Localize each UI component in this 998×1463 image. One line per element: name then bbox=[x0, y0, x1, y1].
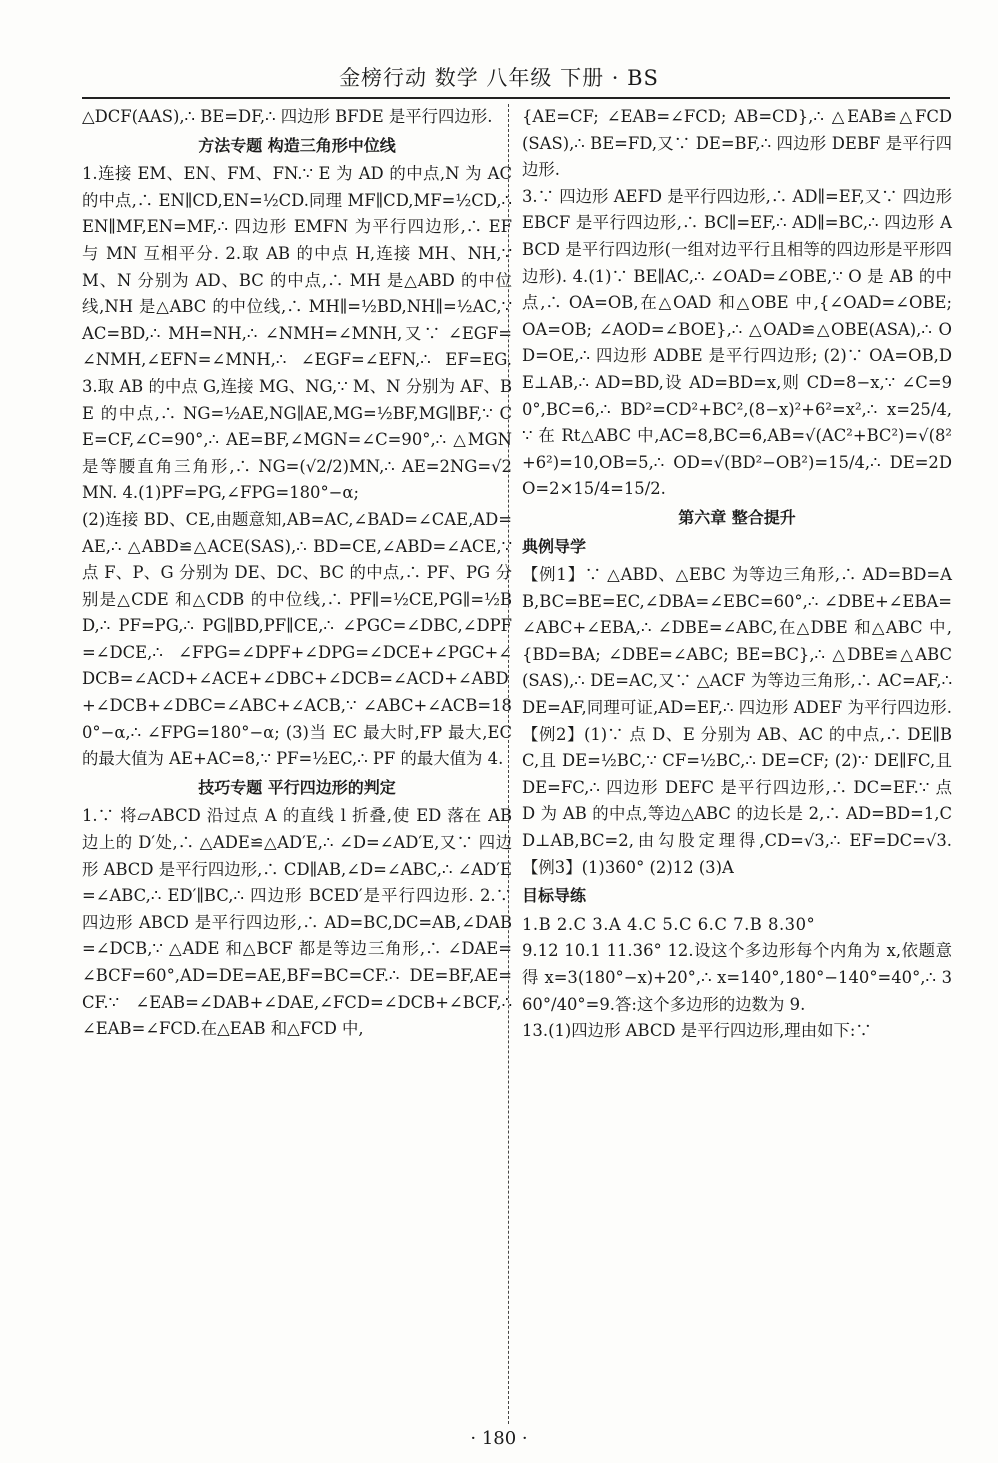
column-divider bbox=[508, 104, 509, 1424]
left-para-3: (2)连接 BD、CE,由题意知,AB=AC,∠BAD=∠CAE,AD=AE,∴ △ABD≌△ACE(SAS),∴ BD=CE,∠ABD=∠ACE,∵ 点 F、P、G 分别为 DE、DC、BC 的中点,∴ PF、PG 分别是△CDE 和△CDB 的中位线,∴ PF∥=½CE,PG∥=½BD,∴ PF=PG,∴ PG∥BD,PF∥CE,∴ ∠PGC=∠DBC,∠DPF=∠DCE,∴ ∠FPG=∠DPF+∠DPG=∠DCE+∠PGC+∠DCB=∠ACD+∠ACE+∠DBC+∠DCB=∠ACD+∠ABD+∠DCB+∠DBC=∠ABC+∠ACB,∵ ∠ABC+∠ACB=180°−α,∴ ∠FPG=180°−α; (3)当 EC 最大时,FP 最大,EC 的最大值为 AE+AC=8,∵ PF=½EC,∴ PF 的最大值为 4. bbox=[82, 509, 512, 769]
right-heading-exercises: 目标导练 bbox=[522, 886, 587, 906]
right-column bbox=[522, 104, 952, 1045]
page-number: · 180 · bbox=[470, 1428, 528, 1449]
right-para-3: 【例1】∵ △ABD、△EBC 为等边三角形,∴ AD=BD=AB,BC=BE=EC,∠DBA=∠EBC=60°,∴ ∠DBE+∠EBA=∠ABC+∠EBA,∴ ∠DBE=∠ABC,在△DBE 和△ABC 中,{BD=BA; ∠DBE=∠ABC; BE=BC},∴ △DBE≌△ABC(SAS),∴ DE=AC,又∵ △ACF 为等边三角形,∴ AC=AF,∴ DE=AF,同理可证,AD=EF,∴ 四边形 ADEF 为平行四边形. 【例2】(1)∵ 点 D、E 分别为 AB、AC 的中点,∴ DE∥BC,且 DE=½BC,∵ CF=½BC,∴ DE=CF; (2)∵ DE∥FC,且 DE=FC,∴ 四边形 DEFC 是平行四边形,∴ DC=EF.∵ 点 D 为 AB 的中点,等边△ABC 的边长是 2,∴ AD=BD=1,CD⊥AB,BC=2,由勾股定理得,CD=√3,∴ EF=DC=√3. 【例3】(1)360° (2)12 (3)A bbox=[522, 565, 952, 877]
right-para-1: {AE=CF; ∠EAB=∠FCD; AB=CD},∴ △EAB≌△FCD(SAS),∴ BE=FD,又∵ DE=BF,∴ 四边形 DEBF 是平行四边形. bbox=[522, 107, 952, 180]
right-heading-chapter: 第六章 整合提升 bbox=[678, 507, 796, 527]
left-para-4: 1.∵ 将▱ABCD 沿过点 A 的直线 l 折叠,使 ED 落在 AB 边上的 D′处,∴ △ADE≌△AD′E,∴ ∠D=∠AD′E,又∵ 四边形 ABCD 是平行四边形,∴ CD∥AB,∠D=∠ABC,∴ ∠AD′E=∠ABC,∴ ED′∥BC,∴ 四边形 BCED′是平行四边形. 2.∵ 四边形 ABCD 是平行四边形,∴ AD=BC,DC=AB,∠DAB=∠DCB,∵ △ADE 和△BCF 都是等边三角形,∴ ∠DAE=∠BCF=60°,AD=DE=AE,BF=BC=CF.∴ DE=BF,AE=CF.∵ ∠EAB=∠DAB+∠DAE,∠FCD=∠DCB+∠BCF,∴ ∠EAB=∠FCD.在△EAB 和△FCD 中, bbox=[82, 806, 512, 1039]
left-heading-1: 方法专题 构造三角形中位线 bbox=[198, 135, 396, 155]
right-heading-examples: 典例导学 bbox=[522, 536, 587, 556]
right-para-5: 13.(1)四边形 ABCD 是平行四边形,理由如下:∵ bbox=[522, 1021, 872, 1041]
right-para-2: 3.∵ 四边形 AEFD 是平行四边形,∴ AD∥=EF,又∵ 四边形 EBCF 是平行四边形,∴ BC∥=EF,∴ AD∥=BC,∴ 四边形 ABCD 是平行四边形(一组对边平行且相等的四边形是平形四边形). 4.(1)∵ BE∥AC,∴ ∠OAD=∠OBE,∵ O 是 AB 的中点,∴ OA=OB,在△OAD 和△OBE 中,{∠OAD=∠OBE; OA=OB; ∠AOD=∠BOE},∴ △OAD≌△OBE(ASA),∴ OD=OE,∴ 四边形 ADBE 是平行四边形; (2)∵ OA=OB,DE⊥AB,∴ AD=BD,设 AD=BD=x,则 CD=8−x,∵ ∠C=90°,BC=6,∴ BD²=CD²+BC²,(8−x)²+6²=x²,∴ x=25/4,∵ 在 Rt△ABC 中,AC=8,BC=6,AB=√(AC²+BC²)=√(8²+6²)=10,OB=5,∴ OD=√(BD²−OB²)=15/4,∴ DE=2DO=2×15/4=15/2. bbox=[522, 186, 952, 499]
left-heading-2: 技巧专题 平行四边形的判定 bbox=[198, 777, 396, 797]
right-para-4: 9.12 10.1 11.36° 12.设这个多边形每个内角为 x,依题意得 x=3(180°−x)+20°,∴ x=140°,180°−140°=40°,∴ 360°/40°=9.答:这个多边形的边数为 9. bbox=[522, 941, 952, 1014]
left-column bbox=[82, 104, 512, 1043]
right-answers-1: 1.B 2.C 3.A 4.C 5.C 6.C 7.B 8.30° bbox=[522, 914, 816, 934]
left-para-2: 1.连接 EM、EN、FM、FN.∵ E 为 AD 的中点,N 为 AC 的中点,∴ EN∥CD,EN=½CD.同理 MF∥CD,MF=½CD,∴ EN∥MF,EN=MF,∴ 四边形 EMFN 为平行四边形,∴ EF 与 MN 互相平分. 2.取 AB 的中点 H,连接 MH、NH,∵ M、N 分别为 AD、BC 的中点,∴ MH 是△ABD 的中位线,NH 是△ABC 的中位线,∴ MH∥=½BD,NH∥=½AC,∵ AC=BD,∴ MH=NH,∴ ∠NMH=∠MNH,又∵ ∠EGF=∠NMH,∠EFN=∠MNH,∴ ∠EGF=∠EFN,∴ EF=EG. 3.取 AB 的中点 G,连接 MG、NG,∵ M、N 分别为 AF、BE 的中点,∴ NG=½AE,NG∥AE,MG=½BF,MG∥BF,∵ CE=CF,∠C=90°,∴ AE=BF,∠MGN=∠C=90°,∴ △MGN 是等腰直角三角形,∴ NG=(√2/2)MN,∴ AE=2NG=√2 MN. 4.(1)PF=PG,∠FPG=180°−α; bbox=[82, 164, 512, 503]
left-para-1: △DCF(AAS),∴ BE=DF,∴ 四边形 BFDE 是平行四边形. bbox=[82, 107, 493, 126]
header-rule bbox=[82, 97, 950, 99]
running-header: 金榜行动 数学 八年级 下册 · BS bbox=[339, 66, 659, 90]
